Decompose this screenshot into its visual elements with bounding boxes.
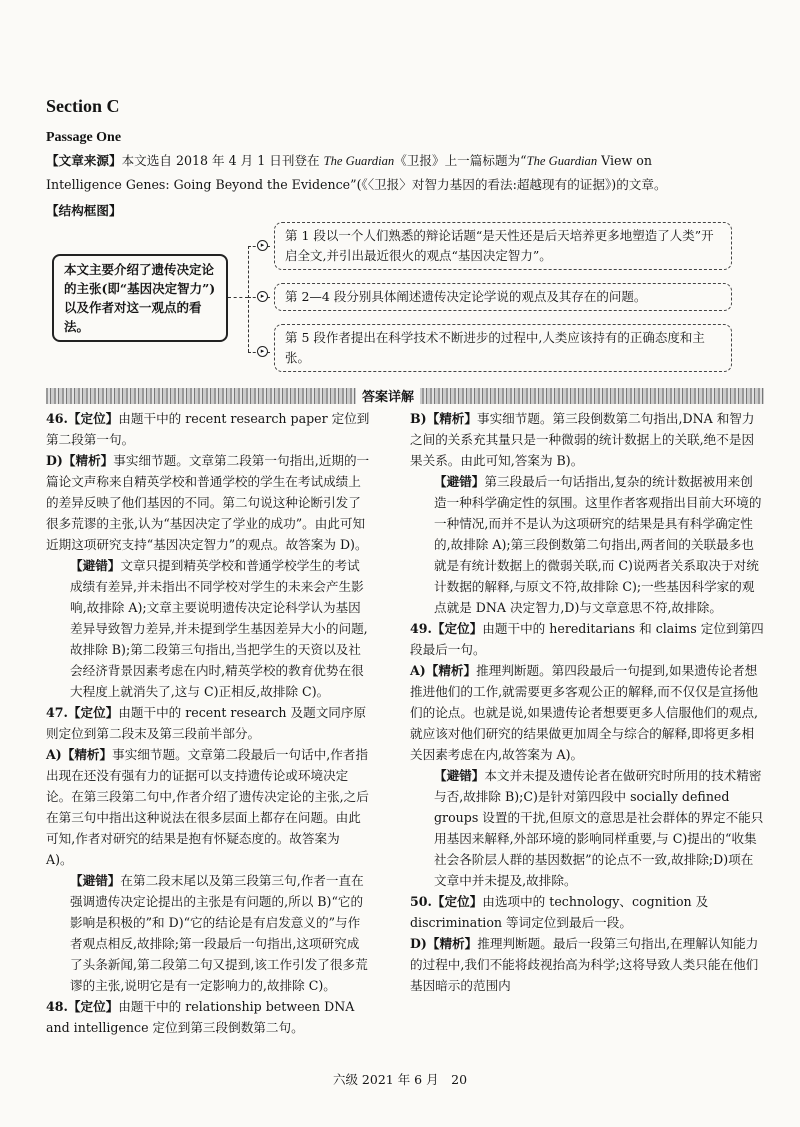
answer-entry: 49.【定位】由题干中的 hereditarians 和 claims 定位到第四段最后一句。 <box>410 621 764 657</box>
passage-title: Passage One <box>46 130 122 145</box>
answer-entry: 46.【定位】由题干中的 recent research paper 定位到第二段第一句。 <box>46 411 370 447</box>
arrow-dot-icon: ▸ <box>257 346 268 357</box>
arrow-dot-icon: ▸ <box>257 291 268 302</box>
answer-entry: D)【精析】推理判断题。最后一段第三句指出,在理解认知能力的过程中,我们不能将歧视抬高为科学;这将导致人类只能在他们基因暗示的范围内 <box>410 936 759 993</box>
source-text-c: View on <box>601 153 652 168</box>
framework-label: 【结构框图】 <box>46 203 122 218</box>
answer-entry: A)【精析】推理判断题。第四段最后一句提到,如果遗传论者想推进他们的工作,就需要更多客观公正的解释,而不仅仅是宣扬他们的论点。也就是说,如果遗传论者想要更多人信服他们的观点,就应该对他们研究的结果做更加周全与综合的解释,即将更多相关因素考虑在内,故答案为 A)。 <box>410 663 759 762</box>
answer-entry: 50.【定位】由选项中的 technology、cognition 及 discrimination 等词定位到最后一段。 <box>410 894 709 930</box>
source-text-b: 《卫报》上一篇标题为“ <box>394 153 527 168</box>
answer-entry: A)【精析】事实细节题。文章第二段最后一句话中,作者指出现在还没有强有力的证据可以支持遗传论或环境决定论。在第三段第二句中,作者介绍了遗传决定论的主张,之后在第三句中指出这种说法在很多层面上都存在问题。由此可知,作者对研究的结果是抱有怀疑态度的。故答案为 A)。 <box>46 747 369 867</box>
answer-banner <box>46 388 764 404</box>
section-title: Section C <box>46 96 120 116</box>
source-text-a: 本文选自 2018 年 4 月 1 日刊登在 <box>121 153 320 168</box>
right-column <box>410 408 764 996</box>
source-tag: 【文章来源】 <box>46 153 122 168</box>
answer-entry: 【避错】第三段最后一句话指出,复杂的统计数据被用来创造一种科学确定性的氛围。这里作者客观指出目前大环境的一种情况,而并不是认为这项研究的结果是具有科学确定性的,故排除 A);第三段倒数第二句指出,两者间的关联最多也就是有统计数据上的微弱关联,而 C)说两者关系取决于对统计数据的解释,与原文不符,故排除 C);一些基因科学家的观点就是 DNA 决定智力,D)与文章意思不符,故排除。 <box>434 474 762 615</box>
structure-branch-2: 第 2—4 段分别具体阐述遗传决定论学说的观点及其存在的问题。 <box>274 283 732 311</box>
connector-line <box>248 246 249 352</box>
source-paper: The Guardian <box>323 154 395 168</box>
main-idea-box: 本文主要介绍了遗传决定论的主张(即“基因决定智力”)以及作者对这一观点的看法。 <box>52 254 228 342</box>
answer-entry: 48.【定位】由题干中的 relationship between DNA and intelligence 定位到第三段倒数第二句。 <box>46 999 355 1035</box>
answer-entry: 【避错】本文并未提及遗传论者在做研究时所用的技术精密与否,故排除 B);C)是针对第四段中 socially defined groups 设置的干扰,但原文的意思是社会群体的界定不能只用基因来解释,外部环境的影响同样重要,与 C)提出的“收集社会各阶层人群的基因数据”的论点不一致,故排除;D)项在文章中并未提及,故排除。 <box>434 768 764 888</box>
source-line-2: Intelligence Genes: Going Beyond the Evidence”(《〈卫报〉对智力基因的看法:超越现有的证据》)的文章。 <box>46 177 667 192</box>
answer-banner-title: 答案详解 <box>356 386 420 405</box>
answer-entry: 【避错】在第二段末尾以及第三段第三句,作者一直在强调遗传决定论提出的主张是有问题的,所以 B)“它的影响是积极的”和 D)“它的结论是有启发意义的”与作者观点相反,故排除;第一段最后一句指出,这项研究成了头条新闻,第二段第二句又提到,该工作引发了很多荒谬的主张,说明它是有一定影响力的,故排除 C)。 <box>70 873 368 993</box>
structure-branch-1: 第 1 段以一个人们熟悉的辩论话题“是天性还是后天培养更多地塑造了人类”开启全文,并引出最近很火的观点“基因决定智力”。 <box>274 222 732 270</box>
answer-entry: B)【精析】事实细节题。第三段倒数第二句指出,DNA 和智力之间的关系充其量只是一种微弱的统计数据上的关联,绝不是因果关系。由此可知,答案为 B)。 <box>410 411 755 468</box>
answer-entry: 47.【定位】由题干中的 recent research 及题文同序原则定位到第二段末及第三段前半部分。 <box>46 705 367 741</box>
connector-line <box>228 297 248 298</box>
left-column <box>46 408 370 1038</box>
page-footer: 六级 2021 年 6 月 20 <box>332 1072 468 1087</box>
source-title-italic: The Guardian <box>526 154 598 168</box>
answer-entry: 【避错】文章只提到精英学校和普通学校学生的考试成绩有差异,并未指出不同学校对学生的未来会产生影响,故排除 A);文章主要说明遗传决定论科学认为基因差异导致智力差异,并未提到学生基因差异大小的问题,故排除 B);第二段第三句指出,当把学生的天资以及社会经济背景因素考虑在内时,精英学校的教育优势在很大程度上就消失了,这与 C)正相反,故排除 C)。 <box>70 558 368 699</box>
structure-branch-3: 第 5 段作者提出在科学技术不断进步的过程中,人类应该持有的正确态度和主张。 <box>274 324 732 372</box>
answer-entry: D)【精析】事实细节题。文章第二段第一句指出,近期的一篇论文声称来自精英学校和普通学校的学生在考试成绩上的差异反映了他们基因的不同。第二句说这种论断引发了很多荒谬的主张,认为“基因决定了学业的成功”。由此可知近期这项研究支持“基因决定智力”的观点。故答案为 D)。 <box>46 453 370 552</box>
article-source <box>46 149 766 197</box>
arrow-dot-icon: ▸ <box>257 240 268 251</box>
